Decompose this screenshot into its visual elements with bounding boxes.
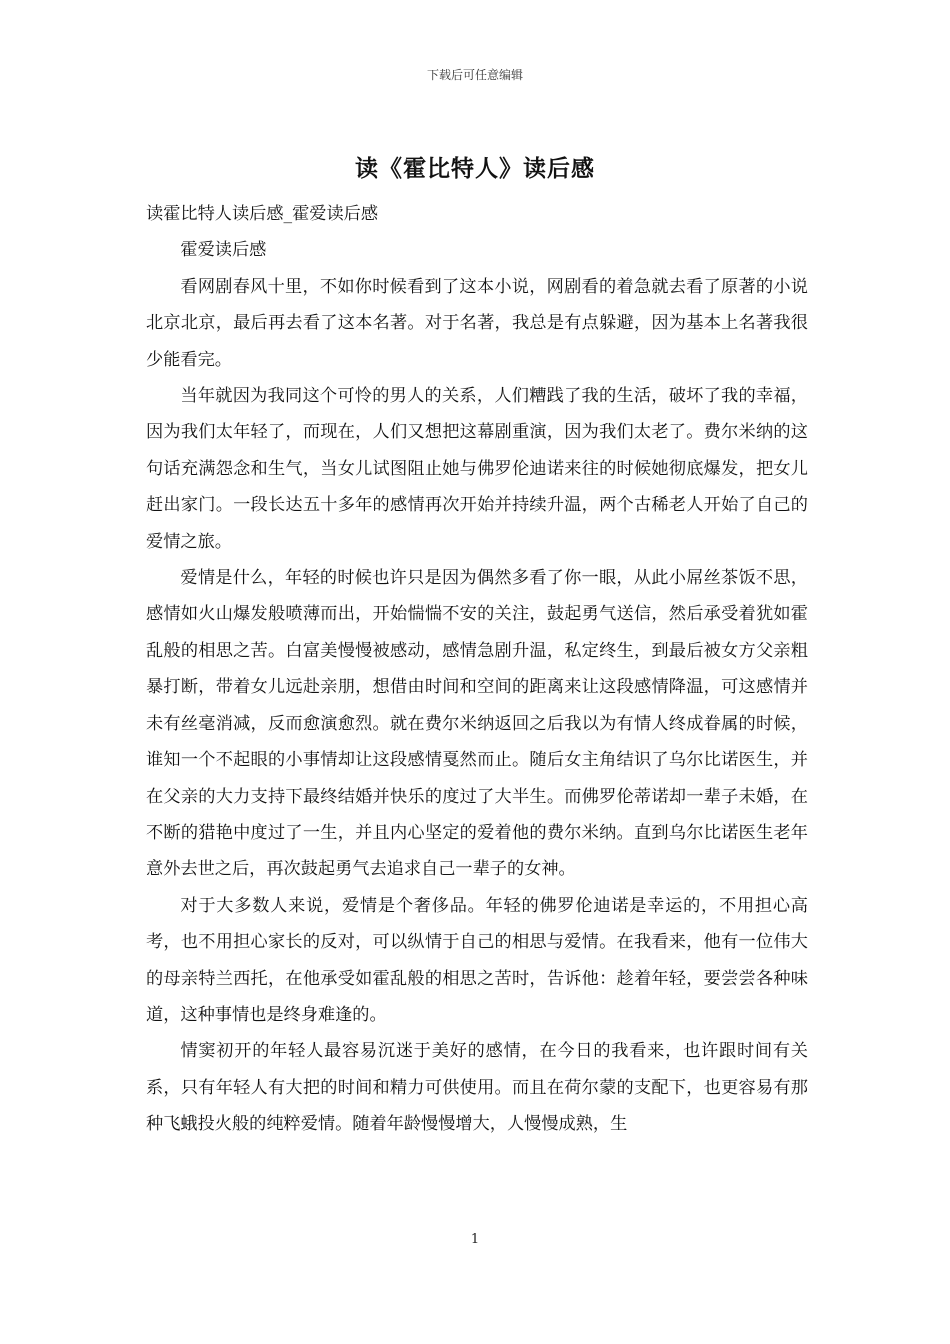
document-subtitle: 读霍比特人读后感_霍爱读后感 bbox=[146, 204, 379, 224]
page-header: 下载后可任意编辑 bbox=[426, 68, 523, 82]
paragraph: 爱情是什么，年轻的时候也许只是因为偶然多看了你一眼，从此小屌丝茶饭不思，感情如火山爆发般喷薄而出，开始惴惴不安的关注，鼓起勇气送信，然后承受着犹如霍乱般的相思之苦。白富美慢慢被感动，感情急剧升温，私定终生，到最后被女方父亲粗暴打断，带着女儿远赴亲朋，想借由时间和空间的距离来让这段感情降温，可这感情并未有丝毫消减，反而愈演愈烈。就在费尔米纳返回之后我以为有情人终成眷属的时候，谁知一个不起眼的小事情却让这段感情戛然而止。随后女主角结识了乌尔比诺医生，并在父亲的大力支持下最终结婚并快乐的度过了大半生。而佛罗伦蒂诺却一辈子未婚，在不断的猎艳中度过了一生，并且内心坚定的爱着他的费尔米纳。直到乌尔比诺医生老年意外去世之后，再次鼓起勇气去追求自己一辈子的女神。 bbox=[146, 568, 808, 880]
paragraph: 对于大多数人来说，爱情是个奢侈品。年轻的佛罗伦迪诺是幸运的，不用担心高考，也不用担心家长的反对，可以纵情于自己的相思与爱情。在我看来，他有一位伟大的母亲特兰西托，在他承受如霍乱般的相思之苦时，告诉他：趁着年轻，要尝尝各种味道，这种事情也是终身难逢的。 bbox=[146, 895, 808, 1025]
paragraph: 看网剧春风十里，不如你时候看到了这本小说，网剧看的着急就去看了原著的小说北京北京，最后再去看了这本名著。对于名著，我总是有点躲避，因为基本上名著我很少能看完。 bbox=[146, 276, 808, 370]
paragraph-heading: 霍爱读后感 bbox=[180, 240, 267, 261]
paragraph: 情窦初开的年轻人最容易沉迷于美好的感情，在今日的我看来，也许跟时间有关系，只有年轻人有大把的时间和精力可供使用。而且在荷尔蒙的支配下，也更容易有那种飞蛾投火般的纯粹爱情。随着年龄慢慢增大，人慢慢成熟，生 bbox=[146, 1041, 808, 1135]
document-body bbox=[146, 196, 808, 1143]
page-number: 1 bbox=[470, 1232, 480, 1247]
paragraph: 当年就因为我同这个可怜的男人的关系，人们糟践了我的生活，破坏了我的幸福，因为我们太年轻了，而现在，人们又想把这幕剧重演，因为我们太老了。费尔米纳的这句话充满怨念和生气，当女儿试图阻止她与佛罗伦迪诺来往的时候她彻底爆发，把女儿赶出家门。一段长达五十多年的感情再次开始并持续升温，两个古稀老人开始了自己的爱情之旅。 bbox=[146, 386, 808, 552]
document-title: 读《霍比特人》读后感 bbox=[355, 155, 595, 182]
